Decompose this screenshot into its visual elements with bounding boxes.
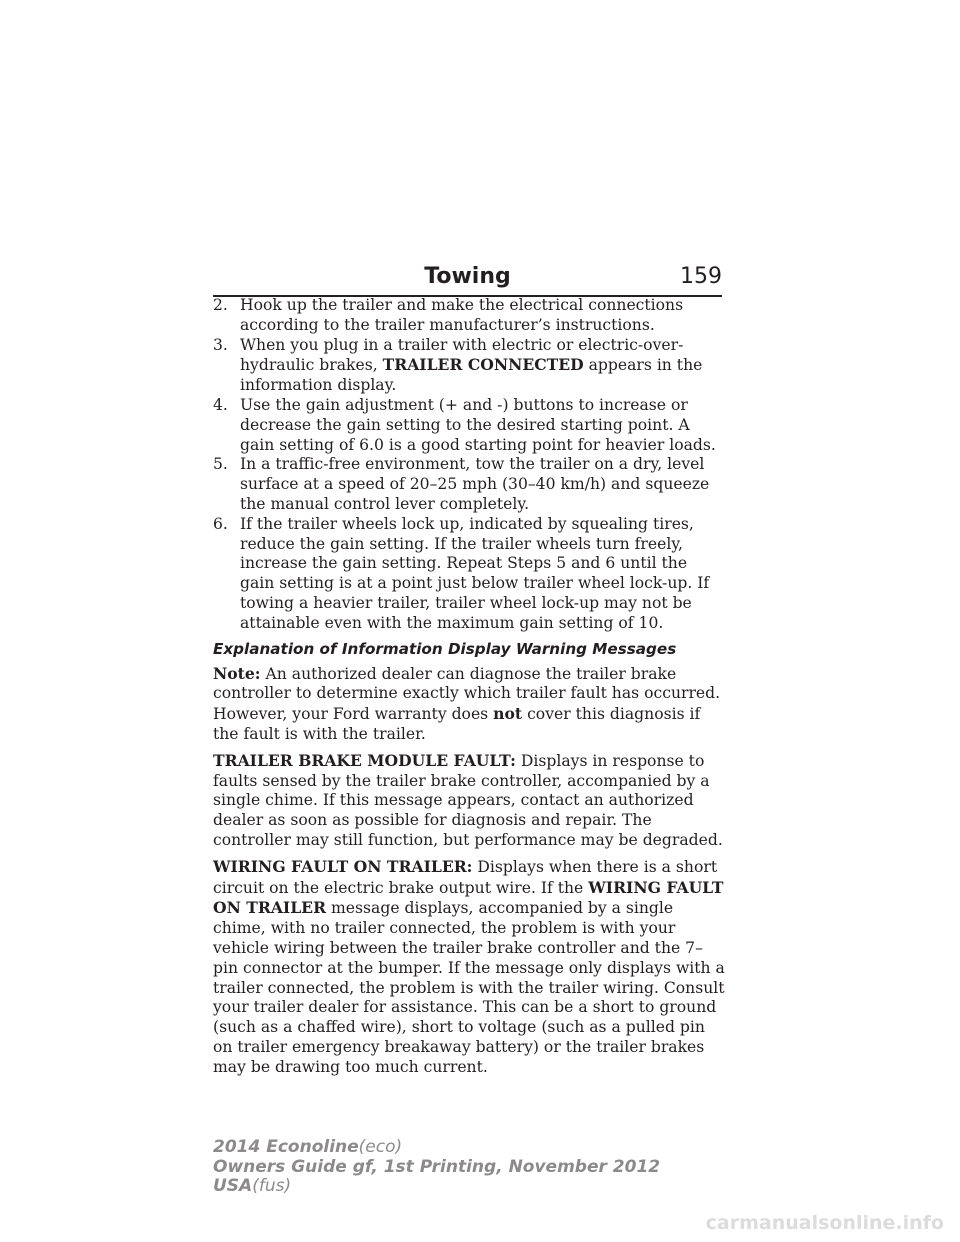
model-code: (eco) xyxy=(358,1137,403,1157)
procedure-steps xyxy=(213,296,726,634)
step-text: Use the gain adjustment (+ and -) buttons to increase or decrease the gain setting to the desired starting point. A gain setting of 6.0 is a good starting point for heavier loads. xyxy=(240,395,716,454)
footer-model xyxy=(213,1138,660,1158)
footer-market xyxy=(213,1177,660,1197)
footer-guide: Owners Guide gf, 1st Printing, November 2012 xyxy=(213,1156,661,1177)
step-number: 5. xyxy=(213,455,228,474)
wiring-fault-text: message displays, accompanied by a single chime, with no trailer connected, the problem is with your vehicle wiring between the trailer brake controller and the 7–pin connector at the bumper. If the message only displays with a trailer connected, the problem is with the trailer wiring. Consult your trailer dealer for assistance. This can be a short to ground (such as a chaffed wire), short to voltage (such as a pulled pin on trailer emergency breakaway battery) or the trailer brakes may be drawing too much current. xyxy=(213,899,725,1076)
page-content xyxy=(213,296,726,1083)
section-title: Towing xyxy=(424,264,511,289)
note-emphasis: not xyxy=(493,704,523,724)
module-fault-paragraph xyxy=(213,751,726,851)
step-text: If the trailer wheels lock up, indicated by squealing tires, reduce the gain setting. If the trailer wheels turn freely, increase the gain setting. Repeat Steps 5 and 6 until the gain setting is at a point just below trailer wheel lock-up. If towing a heavier trailer, trailer wheel lock-up may not be attainable even with the maximum gain setting of 10. xyxy=(240,514,710,632)
page-number: 159 xyxy=(680,264,722,289)
note-text: An authorized dealer can diagnose the trailer brake controller to determine exactly which trailer fault has occurred. However, your Ford warranty does xyxy=(213,664,721,724)
step-number: 2. xyxy=(213,296,228,314)
step-3 xyxy=(213,336,726,396)
module-fault-label: TRAILER BRAKE MODULE FAULT: xyxy=(213,750,516,770)
step-text: When you plug in a trailer with electric or electric-over-hydraulic brakes, xyxy=(240,335,684,375)
step-4 xyxy=(213,396,726,455)
step-text: appears in the information display. xyxy=(240,356,703,395)
page-header xyxy=(213,262,722,296)
wiring-fault-paragraph xyxy=(213,857,726,1078)
site-watermark: carmanualsonline.info xyxy=(705,1212,944,1234)
trailer-connected-message: TRAILER CONNECTED xyxy=(382,355,584,375)
step-6 xyxy=(213,515,726,634)
section-heading: Explanation of Information Display Warning Messages xyxy=(213,639,677,658)
note-text: cover this diagnosis if the fault is with the trailer. xyxy=(213,705,701,743)
page-footer xyxy=(213,1138,660,1197)
market-name: USA xyxy=(213,1176,253,1196)
wiring-fault-label: WIRING FAULT ON TRAILER: xyxy=(213,856,473,876)
step-text: In a traffic-free environment, tow the trailer on a dry, level surface at a speed of 20–25 mph (30–40 km/h) and squeeze the manual control lever completely. xyxy=(240,455,710,513)
step-number: 3. xyxy=(213,335,228,354)
note-label: Note: xyxy=(213,663,261,683)
note-paragraph xyxy=(213,664,726,745)
step-text: Hook up the trailer and make the electrical connections according to the trailer manufacturer’s instructions. xyxy=(240,296,684,334)
wiring-fault-message: WIRING FAULT ON TRAILER xyxy=(213,877,724,918)
wiring-fault-text: Displays when there is a short circuit on the electric brake output wire. If the xyxy=(213,857,718,897)
step-2 xyxy=(213,296,726,336)
market-code: (fus) xyxy=(252,1176,292,1196)
model-name: 2014 Econoline xyxy=(213,1137,359,1157)
step-number: 4. xyxy=(213,395,228,414)
module-fault-text: Displays in response to faults sensed by the trailer brake controller, accompanied by a single chime. If this message appears, contact an authorized dealer as soon as possible for diagnosis and repair. The controller may still function, but performance may be degraded. xyxy=(213,751,723,849)
step-number: 6. xyxy=(213,514,228,533)
step-5 xyxy=(213,455,726,514)
